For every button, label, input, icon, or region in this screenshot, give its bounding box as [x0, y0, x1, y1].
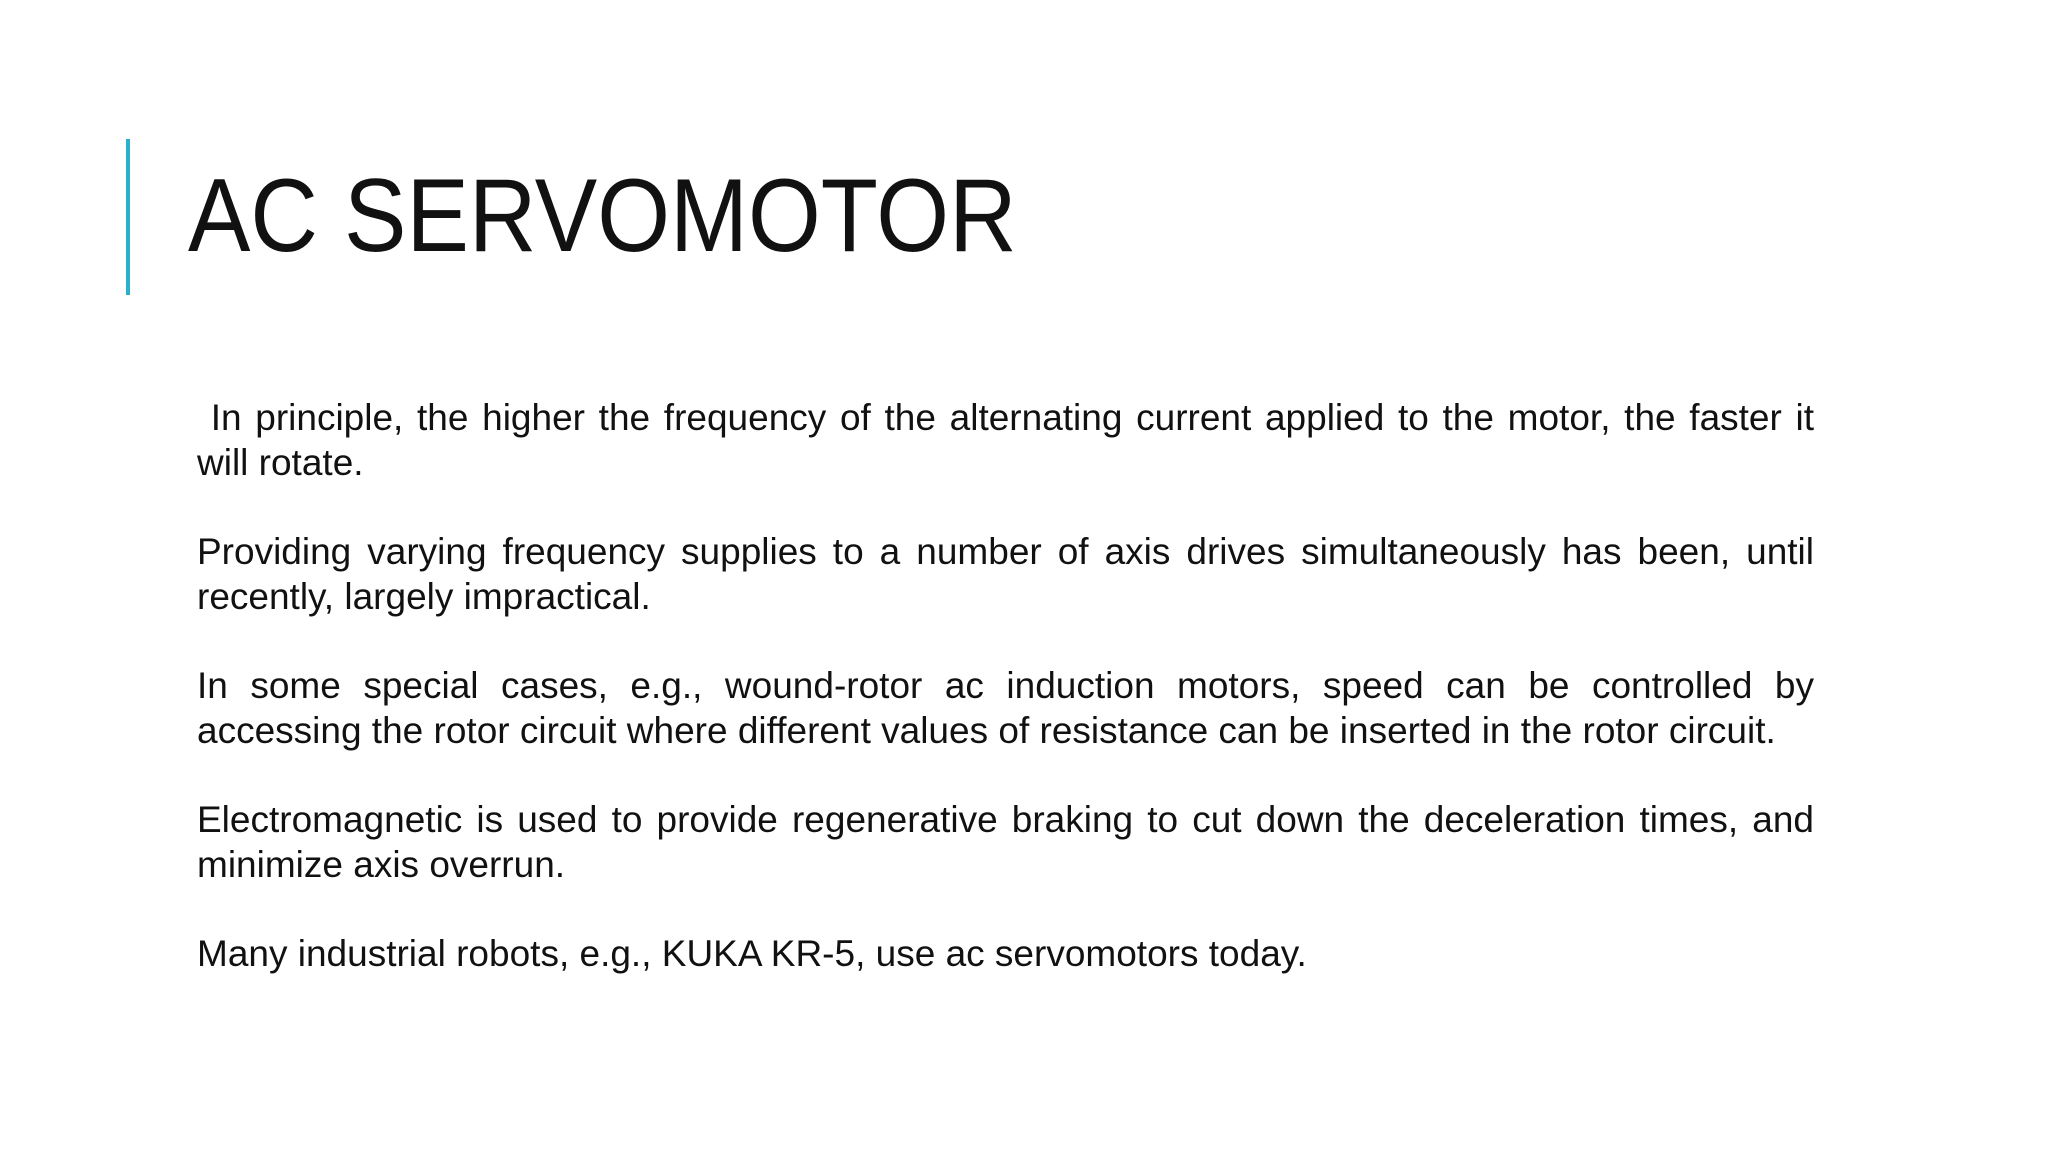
paragraph-varying-frequency: Providing varying frequency supplies to a number of axis drives simultaneously has been, until recently, largely impractical. — [197, 531, 1814, 617]
paragraph-principle: In principle, the higher the frequency of the alternating current applied to the motor, the faster it will rotate. — [197, 397, 1825, 483]
paragraph-industrial-robots: Many industrial robots, e.g., KUKA KR-5, use ac servomotors today. — [197, 933, 1307, 974]
paragraph-special-cases: In some special cases, e.g., wound-rotor ac induction motors, speed can be controlled by accessing the rotor circuit where different values of resistance can be inserted in the rotor circuit. — [197, 665, 1814, 751]
title-accent-bar — [126, 139, 130, 295]
slide-title: AC SERVOMOTOR — [188, 158, 1017, 274]
slide-body — [197, 396, 1825, 1022]
paragraph-regenerative-braking: Electromagnetic is used to provide regenerative braking to cut down the deceleration times, and minimize axis overrun. — [197, 799, 1814, 885]
